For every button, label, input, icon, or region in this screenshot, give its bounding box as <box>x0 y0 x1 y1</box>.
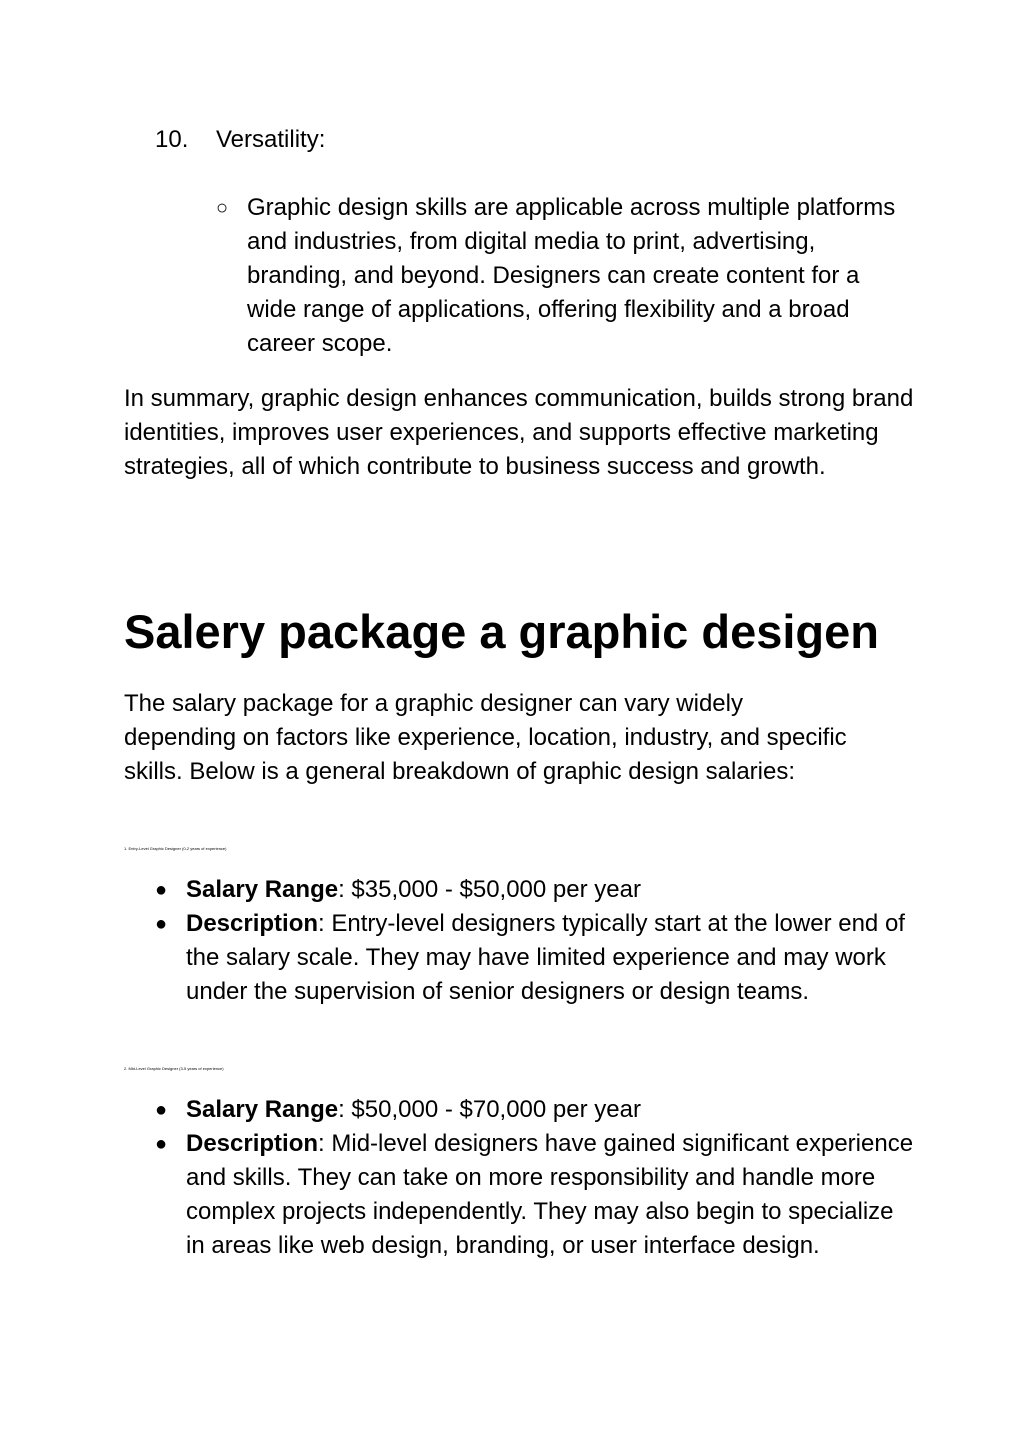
salary-range-value: : $35,000 - $50,000 per year <box>338 876 641 903</box>
bullet-icon: ● <box>155 1133 168 1155</box>
sub-list-item-text: Graphic design skills are applicable across multiple platforms and industries, from digital media to print, advertising, branding, and beyond. Designers can create content for a wide range of applications, offering flexibility and a broad career scope. <box>247 194 896 357</box>
sub-heading-entry-level: 1. Entry-Level Graphic Designer (0-2 years of experience) <box>124 846 227 851</box>
intro-paragraph: The salary package for a graphic designer can vary widely depending on factors like experience, location, industry, and specific skills. Below is a general breakdown of graphic design salaries: <box>124 690 847 785</box>
section-heading: Salery package a graphic desigen <box>124 605 879 658</box>
list-item-salary-range <box>186 873 916 907</box>
bullet-icon: ● <box>155 879 168 901</box>
hollow-circle-bullet-icon: ○ <box>216 197 229 219</box>
list-number: 10. <box>155 126 189 153</box>
salary-range-label: Salary Range <box>186 876 339 903</box>
description-value: : Entry-level designers typically start at the lower end of the salary scale. They may have limited experience and may work under the supervision of senior designers or design teams. <box>186 910 905 1005</box>
description-label: Description <box>186 1130 319 1157</box>
list-item-description <box>186 907 916 1009</box>
list-item-title: Versatility: <box>216 126 326 153</box>
description-value: : Mid-level designers have gained significant experience and skills. They can take on more responsibility and handle more complex projects independently. They may also begin to specialize in areas like web design, branding, or user interface design. <box>186 1130 914 1259</box>
bullet-icon: ● <box>155 913 168 935</box>
list-item-salary-range <box>186 1093 916 1127</box>
list-item-description <box>186 1127 916 1263</box>
salary-range-label: Salary Range <box>186 1096 339 1123</box>
summary-paragraph: In summary, graphic design enhances communication, builds strong brand identities, improves user experiences, and supports effective marketing strategies, all of which contribute to business success and growth. <box>124 385 914 480</box>
bullet-icon: ● <box>155 1099 168 1121</box>
salary-range-value: : $50,000 - $70,000 per year <box>338 1096 641 1123</box>
description-label: Description <box>186 910 319 937</box>
sub-heading-mid-level: 2. Mid-Level Graphic Designer (3-5 years of experience) <box>124 1066 224 1071</box>
